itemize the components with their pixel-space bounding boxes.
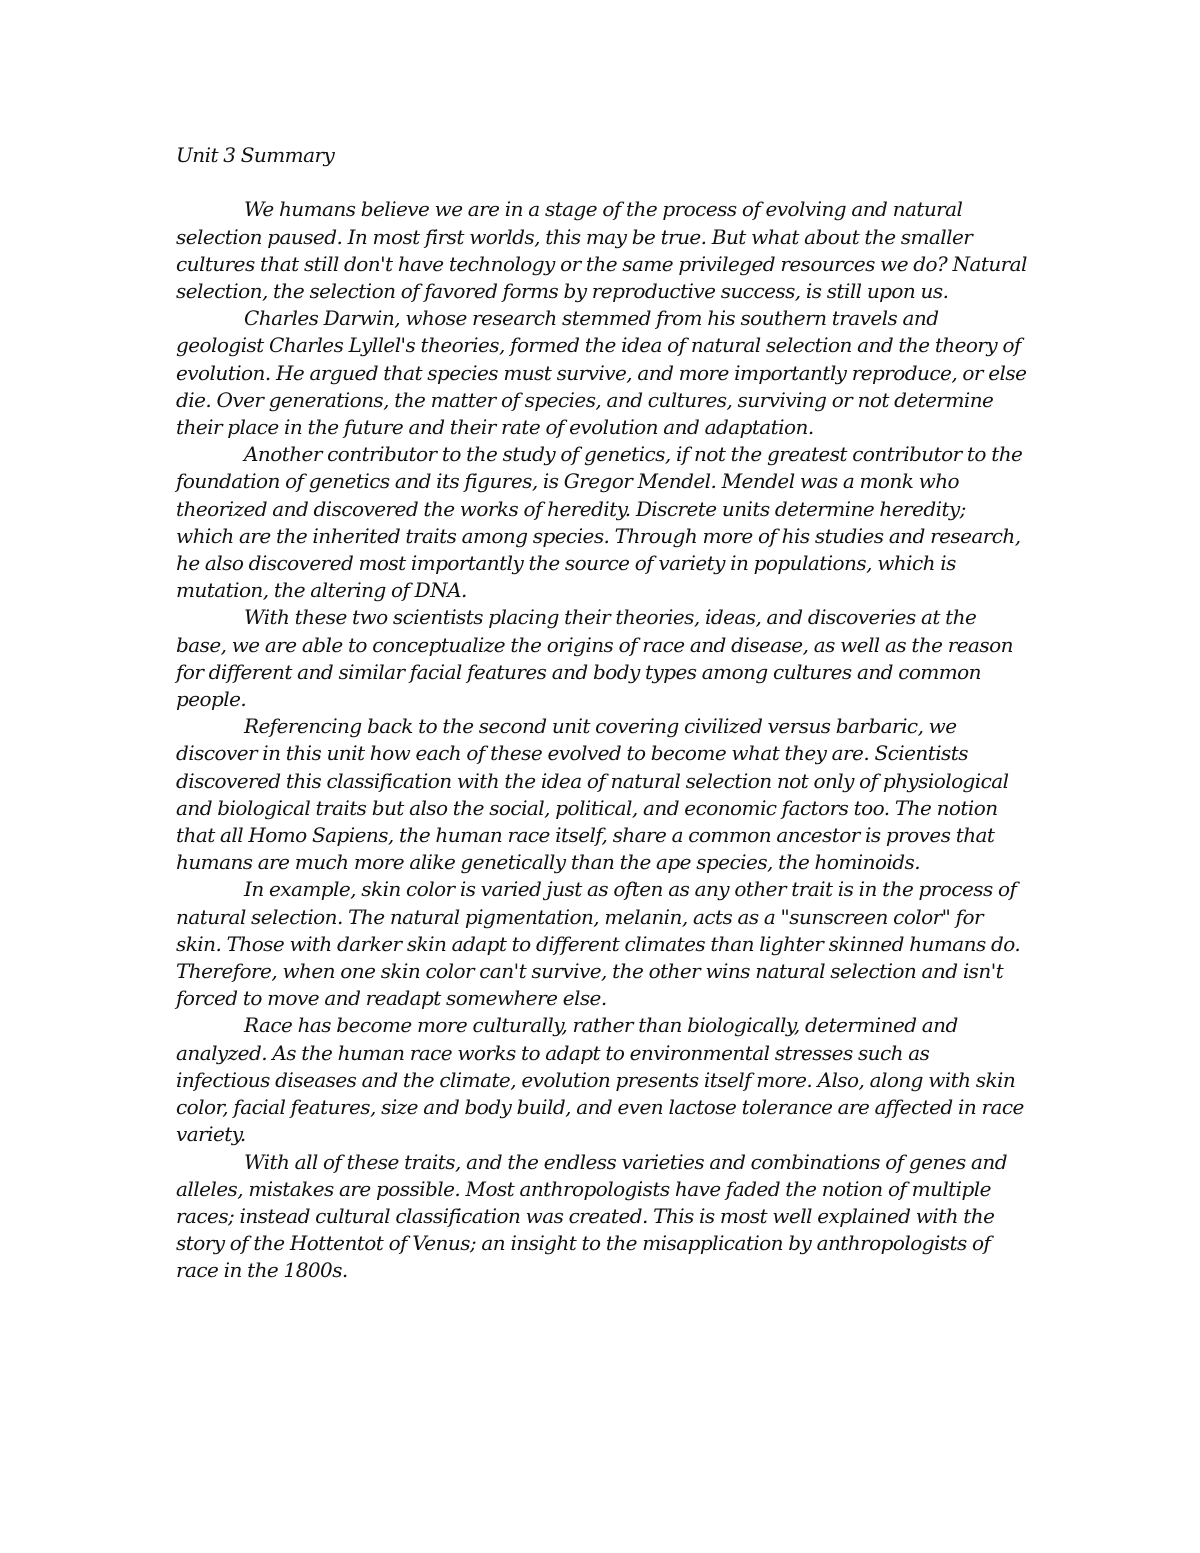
document-title: Unit 3 Summary [176,143,335,167]
document-body [176,142,1028,1285]
paragraph-skin-color: In example, skin color is varied just as often as any other trait is in the process of natural selection. The natural pigmentation, melanin, acts as a "sunscreen color" for skin. Those with darker skin adapt to different climates than lighter skinned humans do. Therefore, when one skin color can't survive, the other wins natural selection and isn't forced to move and readapt somewhere else. [176,877,1021,1011]
paragraph-natural-selection: We humans believe we are in a stage of the process of evolving and natural selection paused. In most first worlds, this may be true. But what about the smaller cultures that still don't have technology or the same privileged resources we do? Natural selection, the selection of favored forms by reproductive success, is still upon us. [176,197,1027,303]
paragraph-race-culture: Race has become more culturally, rather than biologically, determined and analyzed. As the human race works to adapt to environmental stresses such as infectious diseases and the climate, evolution presents itself more. Also, along with skin color, facial features, size and body build, and even lactose tolerance are affected in race variety. [176,1013,1024,1147]
paragraph-civilized-barbaric: Referencing back to the second unit covering civilized versus barbaric, we discover in this unit how each of these evolved to become what they are. Scientists discovered this classification with the idea of natural selection not only of physiological and biological traits but also the social, political, and economic factors too. The notion that all Homo Sapiens, the human race itself, share a common ancestor is proves that humans are much more alike genetically than the ape species, the hominoids. [176,714,1009,875]
paragraph-two-scientists: With these two scientists placing their theories, ideas, and discoveries at the base, we are able to conceptualize the origins of race and disease, as well as the reason for different and similar facial features and body types among cultures and common people. [176,605,1013,712]
paragraph-gregor-mendel: Another contributor to the study of genetics, if not the greatest contributor to the foundation of genetics and its figures, is Gregor Mendel. Mendel was a monk who theorized and discovered the works of heredity. Discrete units determine heredity; which are the inherited traits among species. Through more of his studies and research, he also discovered most importantly the source of variety in populations, which is mutation, the altering of DNA. [176,442,1023,603]
paragraph-charles-darwin: Charles Darwin, whose research stemmed from his southern travels and geologist Charles Lyllel's theories, formed the idea of natural selection and the theory of evolution. He argued that species must survive, and more importantly reproduce, or else die. Over generations, the matter of species, and cultures, surviving or not determine their place in the future and their rate of evolution and adaptation. [176,306,1027,440]
paragraph-hottentot-venus: With all of these traits, and the endless varieties and combinations of genes and alleles, mistakes are possible. Most anthropologists have faded the notion of multiple races; instead cultural classification was created. This is most well explained with the story of the Hottentot of Venus; an insight to the misapplication by anthropologists of race in the 1800s. [176,1149,1008,1283]
